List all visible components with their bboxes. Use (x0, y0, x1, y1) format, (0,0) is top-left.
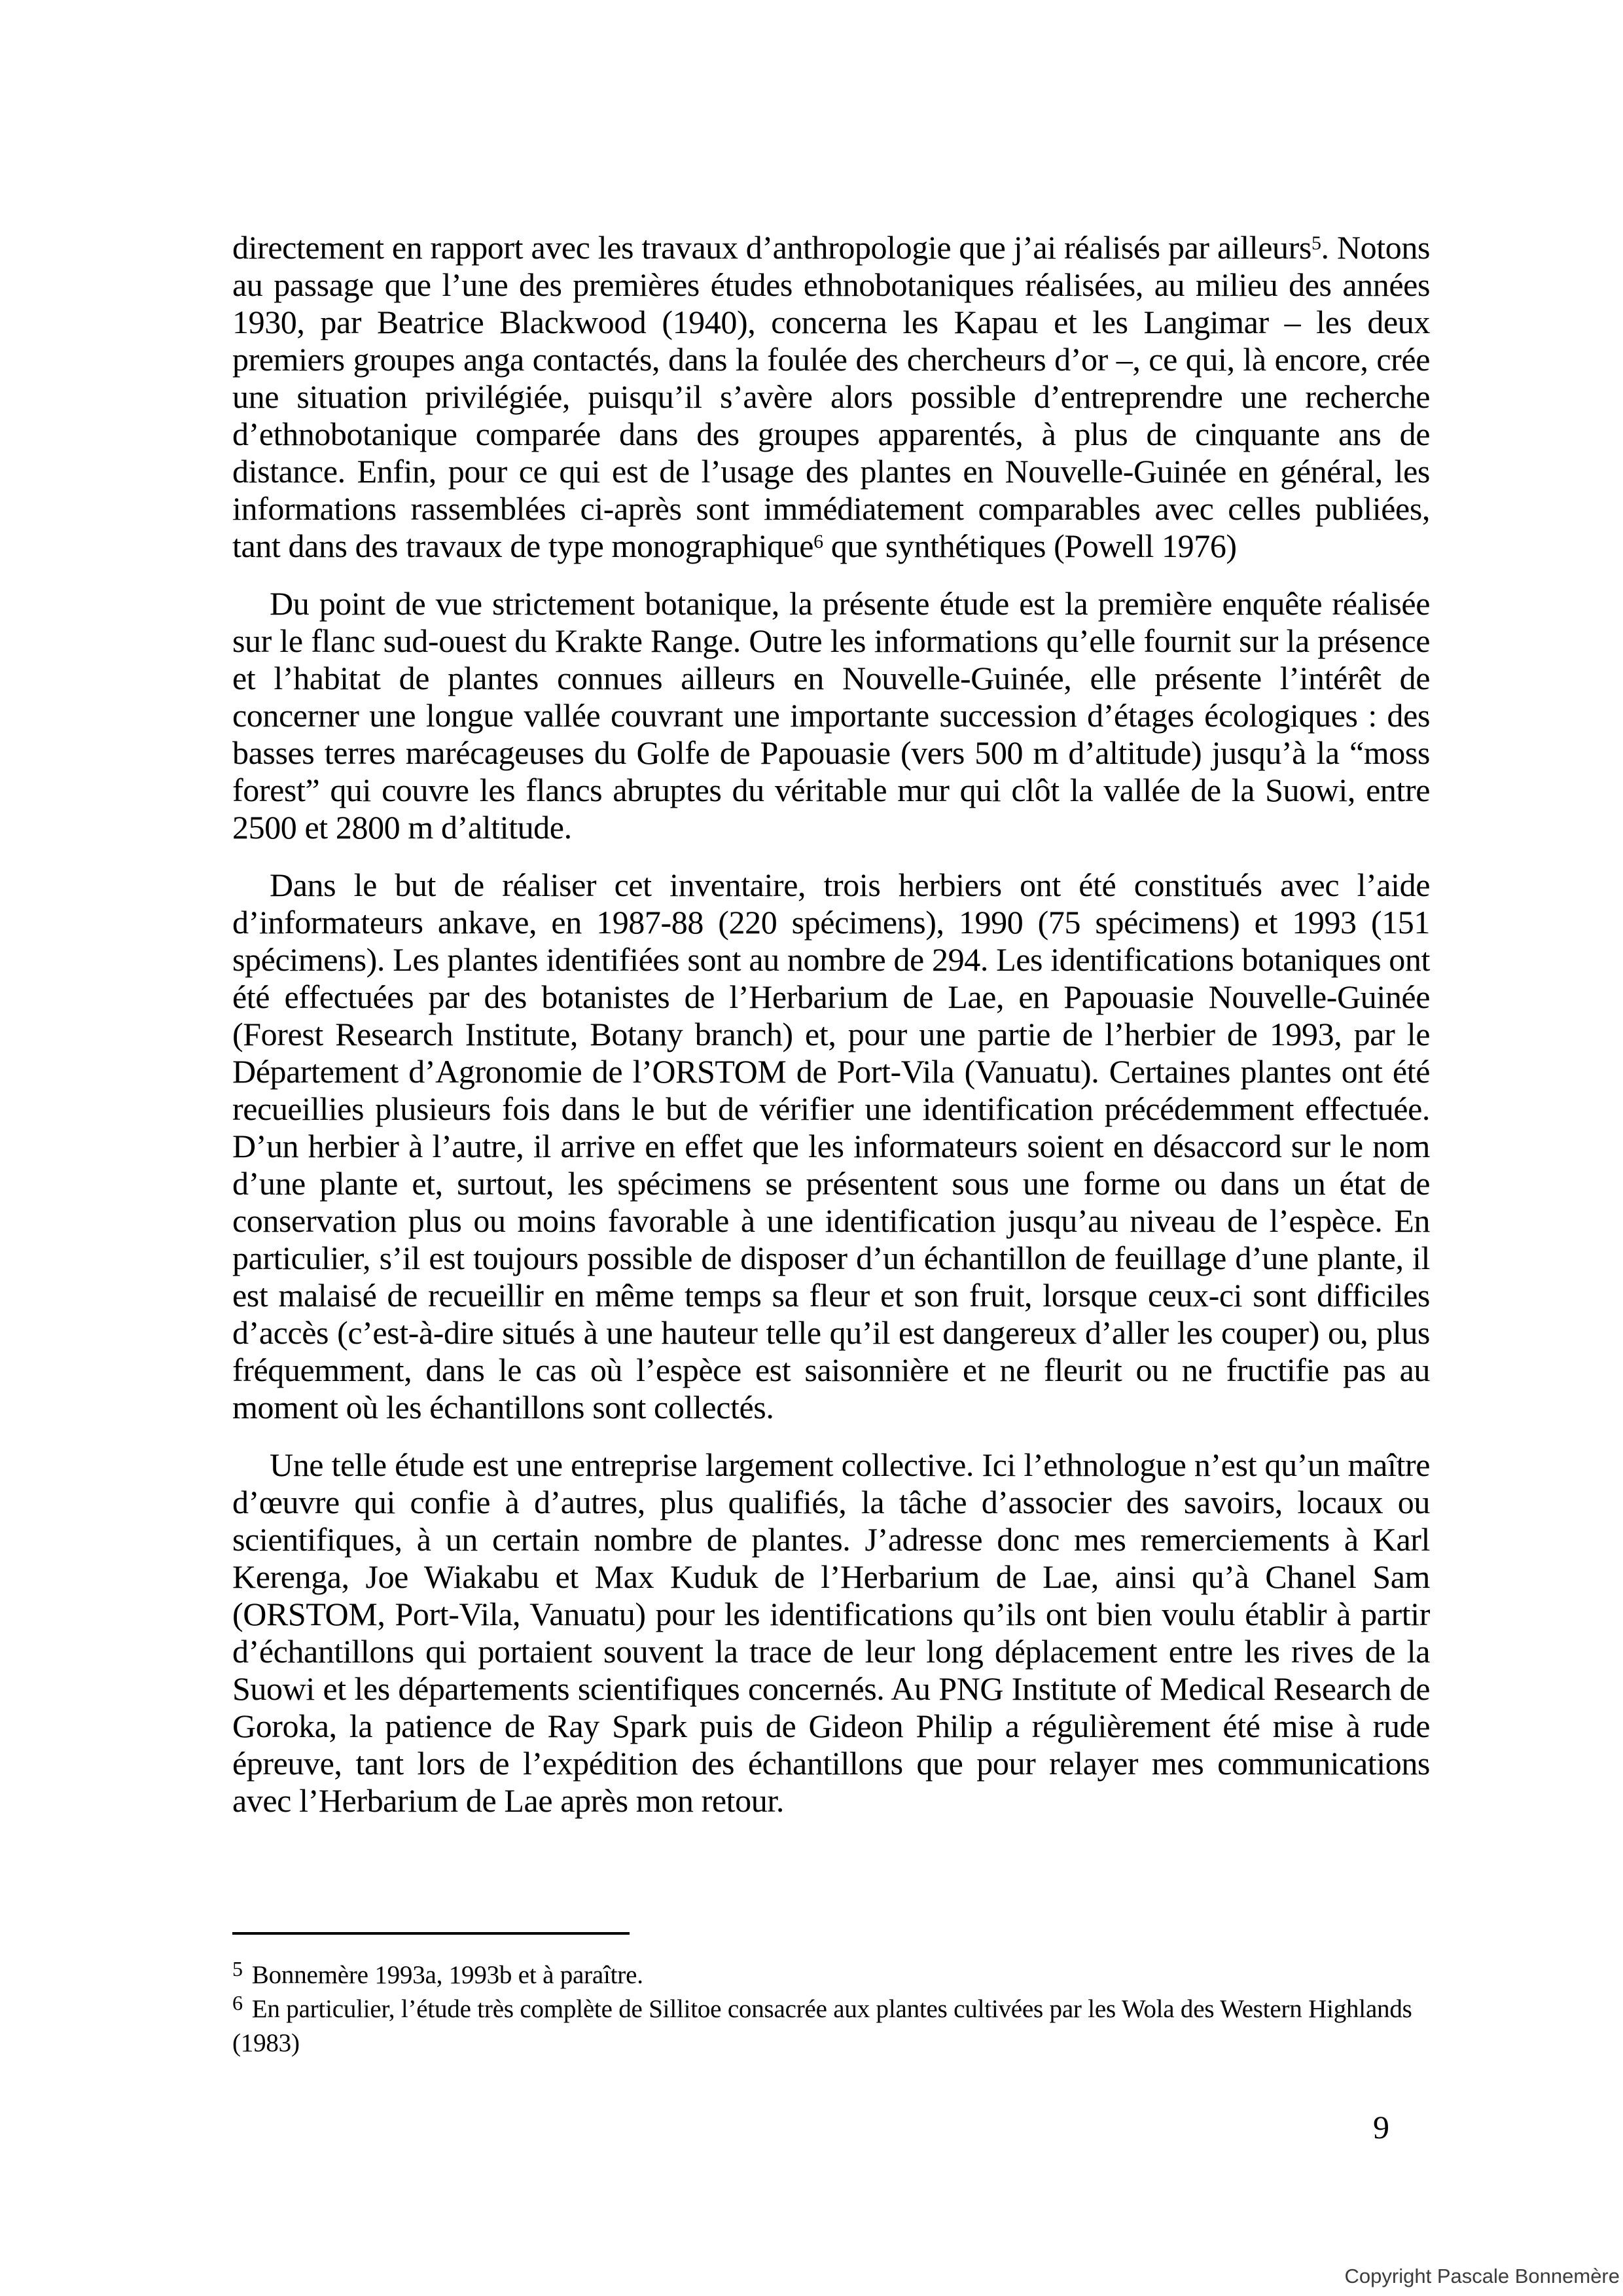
footnote-6 (232, 1992, 1430, 2060)
paragraph-3: Dans le but de réaliser cet inventaire, trois herbiers ont été constitués avec l’aide d’informateurs ankave, en 1987-88 (220 spécimens), 1990 (75 spécimens) et 1993 (151 spécimens). Les plantes identifiées sont au nombre de 294. Les identifications botaniques ont été effectuées par des botanistes de l’Herbarium de Lae, en Papouasie Nouvelle-Guinée (Forest Research Institute, Botany branch) et, pour une partie de l’herbier de 1993, par le Département d’Agronomie de l’ORSTOM de Port-Vila (Vanuatu). Certaines plantes ont été recueillies plusieurs fois dans le but de vérifier une identification précédemment effectuée. D’un herbier à l’autre, il arrive en effet que les informateurs soient en désaccord sur le nom d’une plante et, surtout, les spécimens se présentent sous une forme ou dans un état de conservation plus ou moins favorable à une identification jusqu’au niveau de l’espèce. En particulier, s’il est toujours possible de disposer d’un échantillon de feuillage d’une plante, il est malaisé de recueillir en même temps sa fleur et son fruit, lorsque ceux-ci sont difficiles d’accès (c’est-à-dire situés à une hauteur telle qu’il est dangereux d’aller les couper) ou, plus fréquemment, dans le cas où l’espèce est saisonnière et ne fleurit ou ne fructifie pas au moment où les échantillons sont collectés. (232, 867, 1430, 1426)
paragraph-1-text-c: que synthétiques (Powell 1976) (823, 528, 1237, 564)
page-number: 9 (1373, 2109, 1389, 2145)
footnote-5-text: Bonnemère 1993a, 1993b et à paraître. (251, 1961, 643, 1989)
footnote-ref-6: 6 (813, 531, 823, 552)
footnote-6-text: En particulier, l’étude très complète de Sillitoe consacrée aux plantes cultivées par les Wola des Western Highlands (1983) (232, 1995, 1412, 2057)
paragraph-1-text-a: directement en rapport avec les travaux d’anthropologie que j’ai réalisés par ailleurs (232, 229, 1311, 266)
paragraph-4: Une telle étude est une entreprise largement collective. Ici l’ethnologue n’est qu’un maître d’œuvre qui confie à d’autres, plus qualifiés, la tâche d’associer des savoirs, locaux ou scientifiques, à un certain nombre de plantes. J’adresse donc mes remerciements à Karl Kerenga, Joe Wiakabu et Max Kuduk de l’Herbarium de Lae, ainsi qu’à Chanel Sam (ORSTOM, Port-Vila, Vanuatu) pour les identifications qu’ils ont bien voulu établir à partir d’échantillons qui portaient souvent la trace de leur long déplacement entre les rives de la Suowi et les départements scientifiques concernés. Au PNG Institute of Medical Research de Goroka, la patience de Ray Spark puis de Gideon Philip a régulièrement été mise à rude épreuve, tant lors de l’expédition des échantillons que pour relayer mes communications avec l’Herbarium de Lae après mon retour. (232, 1446, 1430, 1819)
footnote-separator (232, 1932, 630, 1935)
footnote-5-marker: 5 (232, 1958, 243, 1981)
copyright-notice: Copyright Pascale Bonnemère (1344, 2265, 1620, 2287)
paragraph-1 (232, 229, 1430, 565)
paragraph-2: Du point de vue strictement botanique, la présente étude est la première enquête réalisée sur le flanc sud-ouest du Krakte Range. Outre les informations qu’elle fournit sur la présence et l’habitat de plantes connues ailleurs en Nouvelle-Guinée, elle présente l’intérêt de concerner une longue vallée couvrant une importante succession d’étages écologiques : des basses terres marécageuses du Golfe de Papouasie (vers 500 m d’altitude) jusqu’à la “moss forest” qui couvre les flancs abruptes du véritable mur qui clôt la vallée de la Suowi, entre 2500 et 2800 m d’altitude. (232, 585, 1430, 846)
footnote-5 (232, 1958, 1430, 1992)
footnote-6-marker: 6 (232, 1992, 243, 2015)
body-text (232, 229, 1430, 1840)
footnote-section (232, 1932, 1430, 2060)
footnote-ref-5: 5 (1311, 232, 1321, 254)
paragraph-1-text-b: . Notons au passage que l’une des premières études ethnobotaniques réalisées, au milieu des années 1930, par Beatrice Blackwood (1940), concerna les Kapau et les Langimar – les deux premiers groupes anga contactés, dans la foulée des chercheurs d’or –, ce qui, là encore, crée une situation privilégiée, puisqu’il s’avère alors possible d’entreprendre une recherche d’ethnobotanique comparée dans des groupes apparentés, à plus de cinquante ans de distance. Enfin, pour ce qui est de l’usage des plantes en Nouvelle-Guinée en général, les informations rassemblées ci-après sont immédiatement comparables avec celles publiées, tant dans des travaux de type monographique (232, 229, 1430, 564)
